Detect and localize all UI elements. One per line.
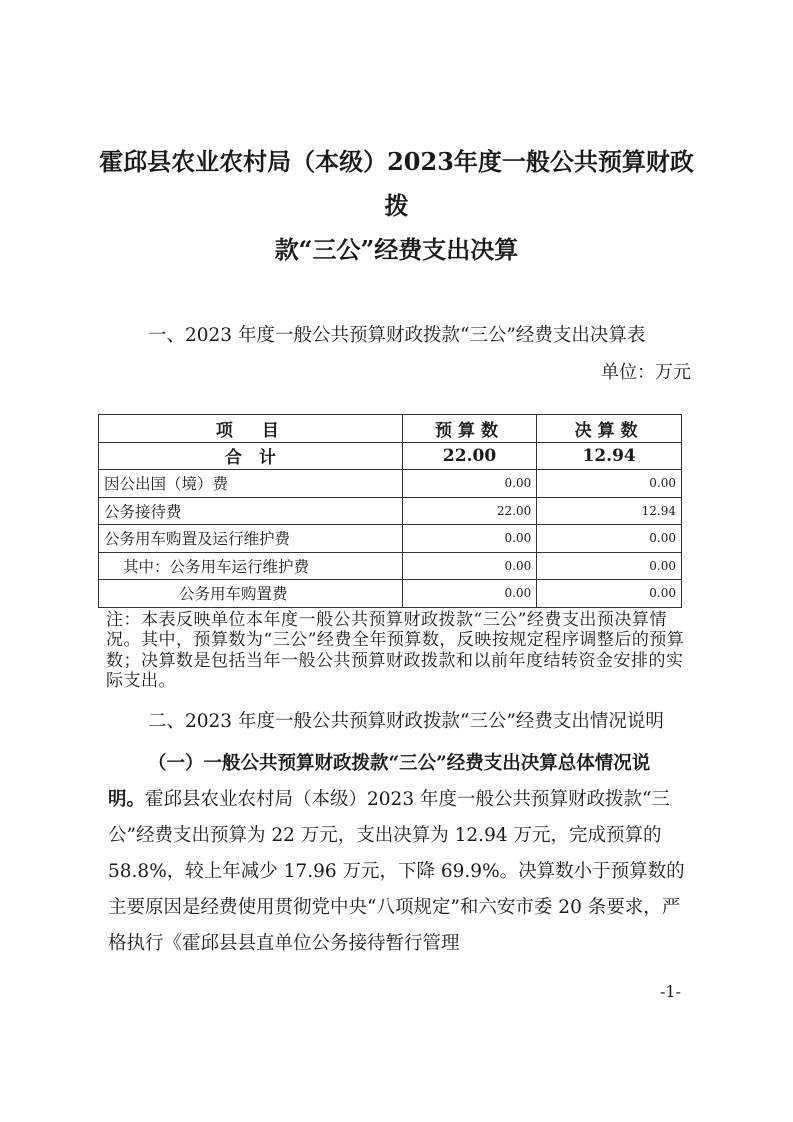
- row-label: 其中：公务用车运行维护费: [99, 552, 403, 580]
- subsection-1-body: 霍邱县农业农村局（本级）2023 年度一般公共预算财政拨款“三公”经费支出预算为 22 万元，支出决算为 12.94 万元，完成预算的 58.8%，较上年减少 17.96 万元，下降 69.9%。决算数小于预算数的主要原因是经费使用贯彻党中央“八项规定”和六安市委 20 条要求，严格执行《霍邱县县直单位公务接待暂行管理: [108, 788, 685, 954]
- subsection-1-heading: （一）一般公共预算财政拨款“三公”经费支出决算总体情况说明。: [108, 752, 651, 810]
- title-line-2: 款“三公”经费支出决算: [274, 235, 519, 264]
- table-row: [99, 525, 682, 553]
- row-label: 公务用车购置费: [99, 580, 403, 608]
- table-row: [99, 552, 682, 580]
- page-number: -1-: [660, 981, 681, 1001]
- title-line-1: 霍邱县农业农村局（本级）2023年度一般公共预算财政拨: [99, 147, 694, 220]
- table-row: [99, 470, 682, 498]
- section-2-subsection-1: [108, 746, 685, 962]
- row-final: 0.00: [537, 470, 682, 498]
- header-item: 项 目: [99, 415, 403, 443]
- row-budget: 0.00: [402, 552, 536, 580]
- section-1-heading: 一、2023 年度一般公共预算财政拨款“三公”经费支出决算表: [148, 325, 646, 346]
- row-label: 公务接待费: [99, 497, 403, 525]
- row-budget: 0.00: [402, 580, 536, 608]
- document-title: [90, 140, 703, 272]
- row-label: 公务用车购置及运行维护费: [99, 525, 403, 553]
- header-final: 决算数: [537, 415, 682, 443]
- row-budget: 22.00: [402, 497, 536, 525]
- table-row: [99, 580, 682, 608]
- row-label: 因公出国（境）费: [99, 470, 403, 498]
- row-final: 12.94: [537, 497, 682, 525]
- table-note: 注：本表反映单位本年度一般公共预算财政拨款“三公”经费支出预决算情况。其中，预算数为“三公”经费全年预算数，反映按规定程序调整后的预算数；决算数是包括当年一般公共预算财政拨款和以前年度结转资金安排的实际支出。: [106, 609, 685, 691]
- table-header-row: [99, 415, 682, 443]
- row-budget: 0.00: [402, 470, 536, 498]
- unit-label: 单位：万元: [601, 362, 691, 383]
- section-2-heading: 二、2023 年度一般公共预算财政拨款“三公”经费支出情况说明: [148, 710, 664, 732]
- total-final: 12.94: [537, 442, 682, 470]
- total-label: 合 计: [99, 442, 403, 470]
- row-final: 0.00: [537, 552, 682, 580]
- row-final: 0.00: [537, 525, 682, 553]
- row-final: 0.00: [537, 580, 682, 608]
- table-total-row: [99, 442, 682, 470]
- row-budget: 0.00: [402, 525, 536, 553]
- total-budget: 22.00: [402, 442, 536, 470]
- header-budget: 预算数: [402, 415, 536, 443]
- three-public-expenses-table: [98, 414, 682, 608]
- table-row: [99, 497, 682, 525]
